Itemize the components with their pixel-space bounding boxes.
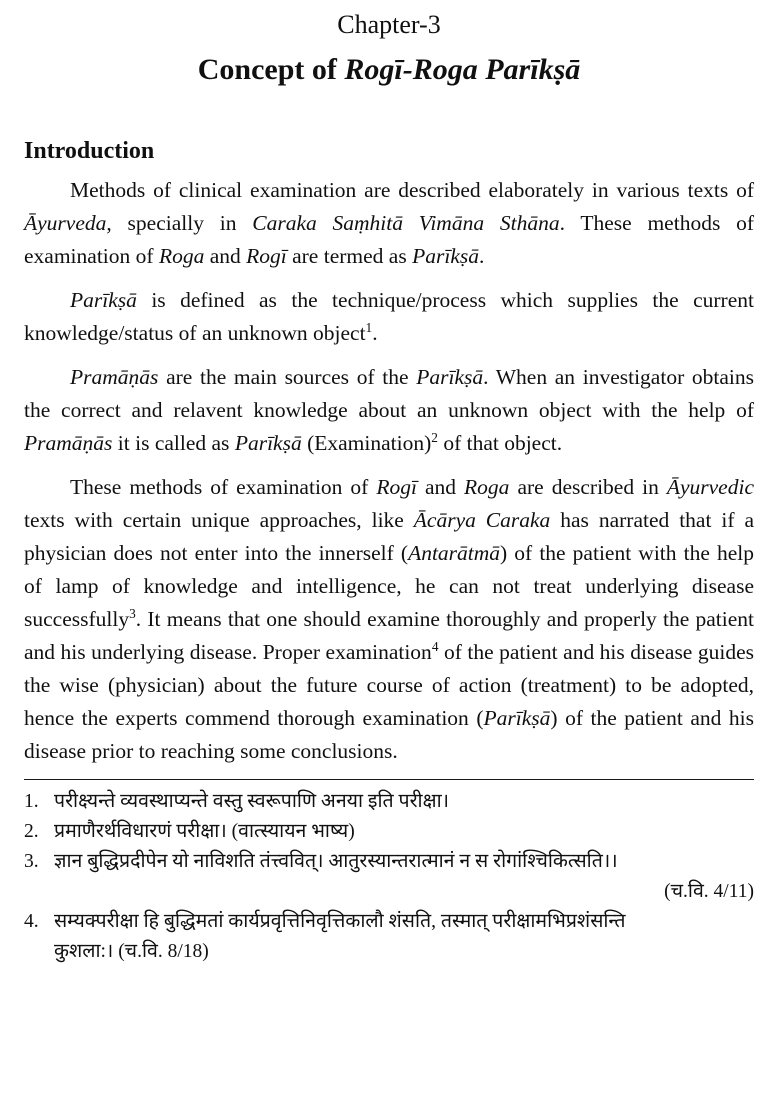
footnote-reference: 4 [431,638,439,654]
footnote-item [24,847,754,907]
text-segment: are termed as [286,244,413,268]
text-segment: and [204,244,247,268]
text-segment: Parīkṣā [412,244,479,268]
text-segment: ) of the patient with the help of lamp of knowledge and intelligence, he can not treat underlying disease successfully [24,541,754,631]
text-segment: Methods of clinical examination are described elaborately in various texts of [70,178,754,202]
text-segment: Pramāṇās [24,431,113,455]
text-segment: . [478,244,485,268]
footnote-text [54,907,754,967]
text-segment: Parīkṣā [234,431,302,455]
footnote-reference: 1 [365,319,373,335]
footnote-number: 3. [24,851,39,872]
text-segment: . When an investigator obtains the correct and relavent knowledge about an unknown object with the help of [24,365,754,422]
footnotes-container [24,787,754,967]
text-segment: , specially in [106,211,253,235]
footnote-reference: 3 [129,605,136,621]
text-segment: Roga [158,244,205,268]
footnote-line: ज्ञान बुद्धिप्रदीपेन यो नाविशति तंत्त्ववित्। आतुरस्यान्तरात्मानं न स रोगांश्चिकित्सति।। [54,851,618,872]
footnote-item [24,907,754,967]
text-segment: . These methods of examination of [24,211,755,268]
paragraphs-container [24,174,754,768]
text-segment: Āyurvedic [666,475,754,499]
text-segment: texts with certain unique approaches, like [24,508,414,532]
text-segment: Roga [464,475,510,499]
text-segment: These methods of examination of [70,475,377,499]
section-heading: Introduction [24,138,155,164]
text-segment: and [416,475,465,499]
footnote-text [54,787,754,817]
footnote-line: सम्यक्परीक्षा हि बुद्धिमतां कार्यप्रवृत्तिनिवृत्तिकालौ शंसति, तस्मात् परीक्षामभिप्रशंसन्ति [54,911,626,932]
footnote-reference: 2 [431,429,438,445]
footnote-line: कुशला:। (च.वि. 8/18) [54,941,209,962]
text-segment: are the main sources of the [158,365,417,389]
text-segment: Antarātmā [408,541,501,565]
page-title [24,50,754,90]
text-segment: has narrated that if a physician does not enter into the innerself ( [24,508,754,565]
paragraph [24,361,754,460]
footnote-line: परीक्ष्यन्ते व्यवस्थाप्यन्ते वस्तु स्वरूपाणि अनया इति परीक्षा। [54,791,450,812]
text-segment: Ācārya Caraka [413,508,551,532]
footnote-text [54,817,754,847]
footnote-number: 2. [24,821,39,842]
text-segment: it is called as [112,431,235,455]
paragraph [24,174,754,273]
text-segment: ) of the patient and his disease prior to reaching some conclusions. [24,706,754,763]
footnote-number: 4. [24,911,39,932]
page-title-italic: Rogī-Roga Parīkṣā [344,53,581,86]
footnote-text [54,847,754,907]
footnote-item [24,787,754,817]
paragraph [24,471,754,768]
text-segment: Pramāṇās [70,365,159,389]
page-title-prefix: Concept of [197,53,345,86]
paragraph [24,284,754,350]
text-segment: of that object. [437,431,563,455]
text-segment: is defined as the technique/process which supplies the current knowledge/status of an unknown object [24,288,754,345]
footnote-number: 1. [24,791,39,812]
text-segment: . [372,321,378,345]
text-segment: Rogī [376,475,417,499]
text-segment: . It means that one should examine thoroughly and properly the patient and his underlying disease. Proper examination [24,607,754,664]
chapter-label: Chapter-3 [337,10,441,39]
text-segment: are described in [509,475,667,499]
text-segment: of the patient and his disease guides the wise (physician) about the future course of action (treatment) to be adopted, hence the experts commend thorough examination ( [24,640,754,730]
text-segment: Parīkṣā [70,288,137,312]
text-segment: Āyurveda [24,211,107,235]
footnote-divider [24,779,754,780]
text-segment: Rogī [246,244,287,268]
footnote-line: प्रमाणैरर्थविधारणं परीक्षा। (वात्स्यायन भाष्य) [54,821,355,842]
footnote-line: (च.वि. 4/11) [664,881,754,902]
text-segment: Parīkṣā [483,706,551,730]
footnote-item [24,817,754,847]
text-segment: Parīkṣā [416,365,484,389]
text-segment: (Examination) [301,431,432,455]
text-segment: Caraka Saṃhitā Vimāna Sthāna [252,211,560,235]
